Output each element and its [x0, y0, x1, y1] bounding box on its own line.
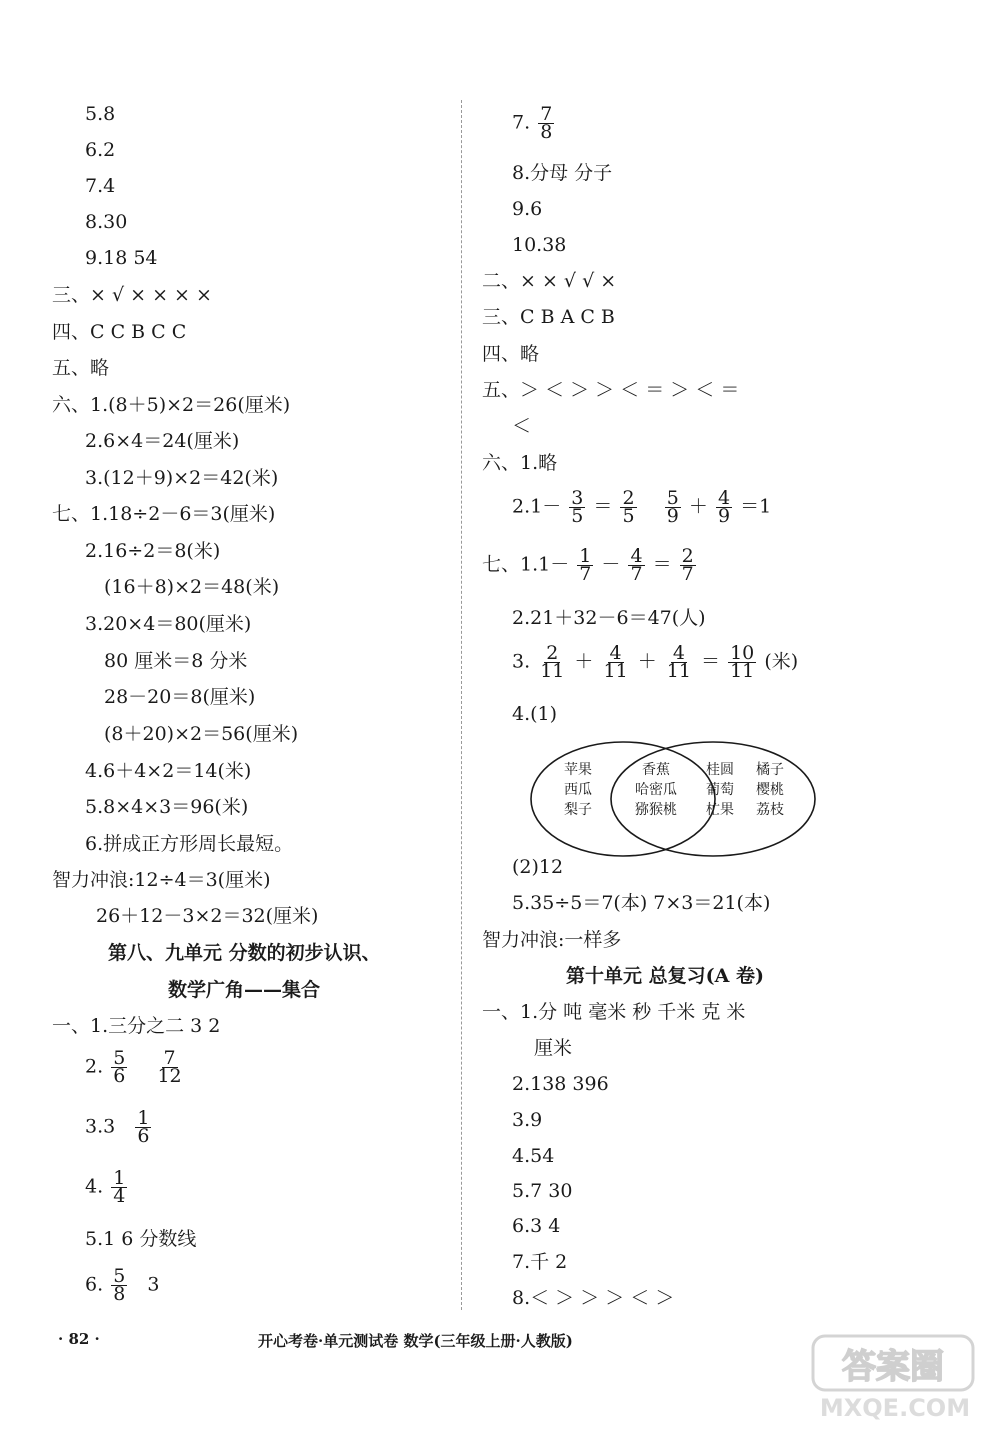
answer-line: 四、C C B C C	[52, 321, 187, 343]
answer-line: (2)12	[512, 856, 564, 878]
svg-text:MXQE.COM: MXQE.COM	[819, 1394, 971, 1422]
fraction: $\frac{7}{12}$	[157, 1047, 182, 1087]
watermark-logo	[805, 1330, 985, 1425]
answer-line: 智力冲浪:一样多	[482, 929, 622, 951]
fraction: $\frac{1}{7}$	[579, 545, 592, 585]
answer-line: 一、1.三分之二 3 2	[52, 1015, 221, 1037]
answer-line: 26＋12－3×2＝32(厘米)	[96, 905, 319, 927]
answer-line: 六、1.(8＋5)×2＝26(厘米)	[52, 394, 291, 416]
answer-line: 6.2	[85, 139, 116, 161]
answer-line: 2.6×4＝24(厘米)	[85, 430, 240, 452]
fraction: $\frac{5}{6}$	[113, 1047, 126, 1087]
answer-line: 二、× × √ √ ×	[482, 270, 617, 292]
answer-line: 厘米	[534, 1037, 573, 1059]
answer-line: 2. $\frac{5}{6}$ $\frac{7}{12}$	[85, 1047, 182, 1087]
answer-line: 5.8×4×3＝96(米)	[85, 796, 249, 818]
answer-line: 智力冲浪:12÷4＝3(厘米)	[52, 869, 271, 891]
fraction: $\frac{1}{6}$	[137, 1107, 150, 1147]
answer-line: 4.6＋4×2＝14(米)	[85, 760, 252, 782]
venn-right-set: 橘子 樱桃 荔枝	[756, 762, 784, 818]
svg-text:答案圈: 答案圈	[842, 1347, 944, 1387]
answer-line: 3.3 $\frac{1}{6}$	[85, 1107, 150, 1147]
answer-line: 七、1.18÷2－6＝3(厘米)	[52, 503, 276, 525]
answer-line: 9.6	[512, 198, 543, 220]
answer-line: ＜	[512, 415, 532, 437]
answer-line: 5.8	[85, 103, 116, 125]
answer-line: 3. $\frac{2}{11}$ ＋ $\frac{4}{11}$ ＋ $\frac{4}{11}$ ＝ $\frac{10}{11}$ (米)	[512, 642, 799, 682]
answer-line: 六、1.略	[482, 452, 558, 474]
answer-line: 七、1.1－ $\frac{1}{7}$ － $\frac{4}{7}$ ＝ $\frac{2}{7}$	[482, 545, 694, 585]
answer-line: 4.(1)	[512, 703, 558, 725]
fraction: $\frac{2}{7}$	[681, 545, 694, 585]
answer-line: 7. $\frac{7}{8}$	[512, 103, 553, 143]
fraction: $\frac{10}{11}$	[730, 642, 755, 682]
fraction: $\frac{5}{8}$	[113, 1265, 126, 1305]
fraction: $\frac{4}{11}$	[603, 642, 628, 682]
answer-line: 4.54	[512, 1145, 555, 1167]
answer-line: 6.拼成正方形周长最短。	[85, 833, 294, 855]
answer-line: (16＋8)×2＝48(米)	[104, 576, 280, 598]
venn-right-set: 桂圆 葡萄 杧果	[706, 762, 734, 818]
answer-line: 5.35÷5＝7(本) 7×3＝21(本)	[512, 892, 771, 914]
answer-line: 5.7 30	[512, 1180, 573, 1202]
answer-line: 五、＞ ＜ ＞ ＞ ＜ ＝ ＞ ＜ ＝	[482, 379, 740, 401]
answer-line: 8.30	[85, 211, 128, 233]
watermark-icon	[805, 1330, 985, 1425]
answer-line: 3.20×4＝80(厘米)	[85, 613, 252, 635]
venn-intersection: 香蕉 哈密瓜 猕猴桃	[635, 762, 677, 818]
venn-left-set: 苹果 西瓜 梨子	[564, 762, 592, 818]
fraction: $\frac{1}{4}$	[113, 1167, 126, 1207]
answer-line: 五、略	[52, 357, 110, 379]
answer-line: 6.3 4	[512, 1215, 561, 1237]
answer-line: 2.138 396	[512, 1073, 609, 1095]
fraction: $\frac{4}{9}$	[717, 487, 731, 527]
section-title: 数学广角——集合	[168, 979, 321, 1001]
answer-line: 4. $\frac{1}{4}$	[85, 1167, 126, 1207]
answer-line: 10.38	[512, 234, 567, 256]
answer-line: 三、C B A C B	[482, 306, 615, 328]
answer-line: 2.21＋32－6＝47(人)	[512, 607, 706, 629]
section-title: 第八、九单元 分数的初步认识、	[108, 942, 381, 964]
fraction: $\frac{2}{11}$	[540, 642, 565, 682]
answer-line: 7.4	[85, 175, 116, 197]
answer-line: 80 厘米＝8 分米	[104, 650, 248, 672]
fraction: $\frac{4}{11}$	[666, 642, 691, 682]
fraction: $\frac{2}{5}$	[622, 487, 635, 527]
answer-line: 8.分母 分子	[512, 162, 613, 184]
page-number: · 82 ·	[58, 1330, 100, 1348]
section-title: 第十单元 总复习(A 卷)	[566, 965, 764, 987]
answer-line: 2.16÷2＝8(米)	[85, 540, 221, 562]
fraction: $\frac{7}{8}$	[540, 103, 553, 143]
answer-line: 3.9	[512, 1109, 543, 1131]
column-divider	[461, 100, 462, 1310]
answer-line: 9.18 54	[85, 247, 158, 269]
answer-line: 28－20＝8(厘米)	[104, 686, 256, 708]
answer-line: 3.(12＋9)×2＝42(米)	[85, 467, 279, 489]
answer-line: 7.千 2	[512, 1251, 568, 1273]
answer-line: (8＋20)×2＝56(厘米)	[104, 723, 299, 745]
answer-line: 一、1.分 吨 毫米 秒 千米 克 米	[482, 1001, 746, 1023]
venn-diagram	[528, 738, 820, 860]
fraction: $\frac{5}{9}$	[666, 487, 679, 527]
book-title: 开心考卷·单元测试卷 数学(三年级上册·人教版)	[258, 1332, 573, 1350]
answer-line: 6. $\frac{5}{8}$ 3	[85, 1265, 160, 1305]
answer-line: 2.1－ $\frac{3}{5}$ ＝ $\frac{2}{5}$ $\frac{5}{9}$ ＋ $\frac{4}{9}$ ＝1	[512, 487, 772, 527]
answer-line: 5.1 6 分数线	[85, 1228, 197, 1250]
answer-line: 三、× √ × × × ×	[52, 284, 212, 306]
answer-line: 8.＜ ＞ ＞ ＞ ＜ ＞	[512, 1287, 675, 1309]
answer-line: 四、略	[482, 343, 540, 365]
fraction: $\frac{4}{7}$	[630, 545, 643, 585]
fraction: $\frac{3}{5}$	[571, 487, 584, 527]
